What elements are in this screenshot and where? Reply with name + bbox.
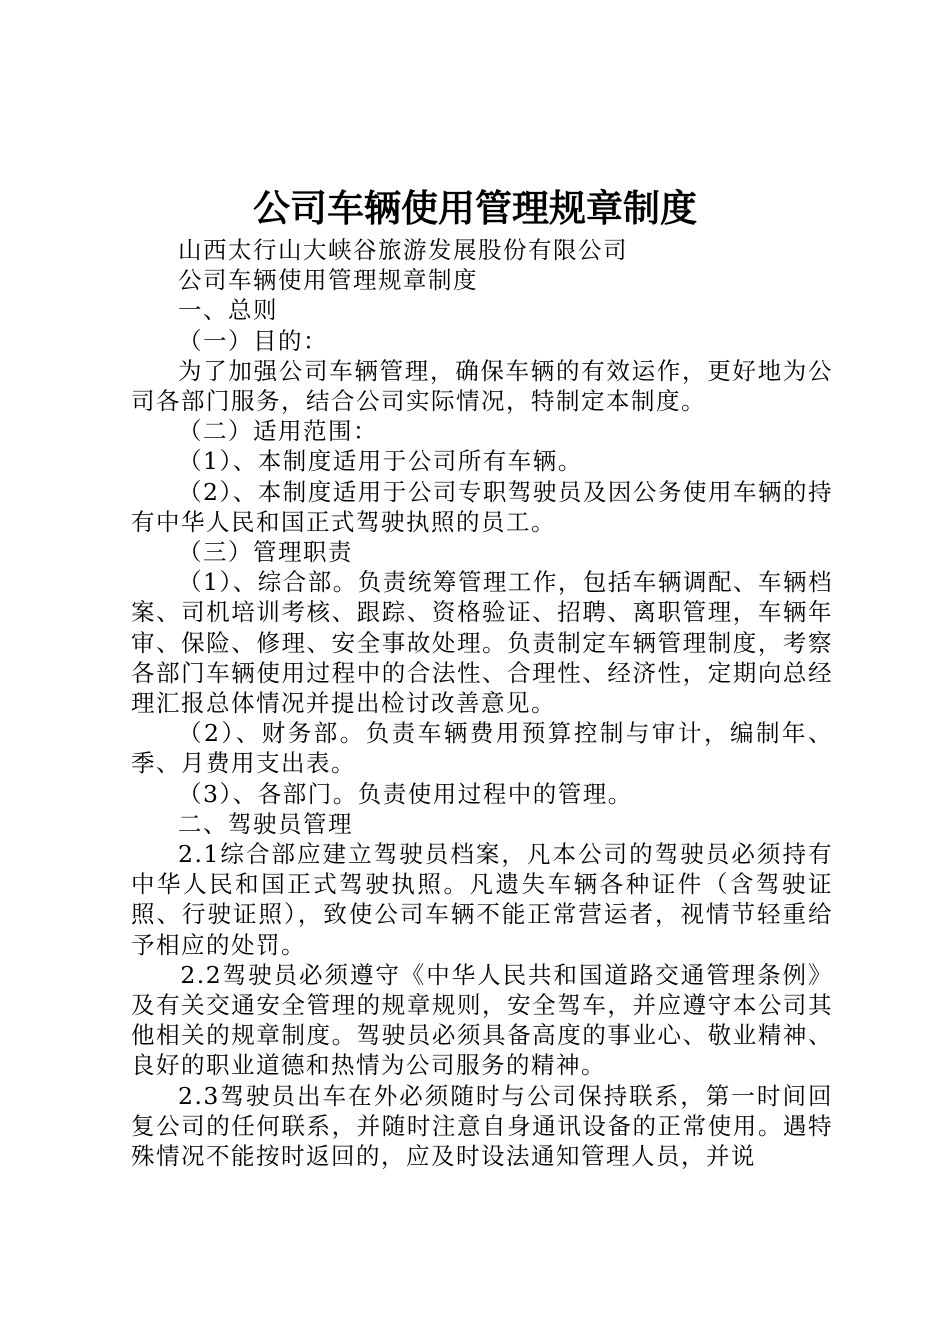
clause-2-3: 2.3驾驶员出车在外必须随时与公司保持联系，第一时间回复公司的任何联系，并随时注意自身通讯设备的正常使用。遇特殊情况不能按时返回的，应及时设法通知管理人员，并说 [131,1081,833,1171]
purpose-paragraph: 为了加强公司车辆管理，确保车辆的有效运作，更好地为公司各部门服务，结合公司实际情况，特制定本制度。 [131,356,833,416]
scope-item-2: （2）、本制度适用于公司专职驾驶员及因公务使用车辆的持有中华人民和国正式驾驶执照的员工。 [131,477,833,536]
responsibility-item-2: （2）、财务部。负责车辆费用预算控制与审计，编制年、季、月费用支出表。 [131,719,833,778]
document-body [131,235,833,1171]
clause-2-2: 2.2驾驶员必须遵守《中华人民共和国道路交通管理条例》及有关交通安全管理的规章规则，安全驾车，并应遵守本公司其他相关的规章制度。驾驶员必须具备高度的事业心、敬业精神、良好的职业道德和热情为公司服务的精神。 [131,960,833,1080]
subsection-heading-purpose: （一）目的： [178,326,328,355]
section-heading-general: 一、总则 [178,296,278,325]
section-heading-driver-management: 二、驾驶员管理 [178,809,353,838]
regulation-name-line: 公司车辆使用管理规章制度 [178,266,478,295]
responsibility-item-1: （1）、综合部。负责统筹管理工作，包括车辆调配、车辆档案、司机培训考核、跟踪、资格验证、招聘、离职管理，车辆年审、保险、修理、安全事故处理。负责制定车辆管理制度，考察各部门车辆使用过程中的合法性、合理性、经济性，定期向总经理汇报总体情况并提出检讨改善意见。 [131,568,833,718]
document-title: 公司车辆使用管理规章制度 [253,186,697,230]
company-name-line: 山西太行山大峡谷旅游发展股份有限公司 [178,236,628,264]
responsibility-item-3: （3）、各部门。负责使用过程中的管理。 [178,779,633,808]
subsection-heading-scope: （二）适用范围： [178,417,378,446]
clause-2-1: 2.1综合部应建立驾驶员档案，凡本公司的驾驶员必须持有中华人民和国正式驾驶执照。凡遗失车辆各种证件（含驾驶证照、行驶证照），致使公司车辆不能正常营运者，视情节轻重给予相应的处罚。 [131,840,833,959]
subsection-heading-responsibilities: （三）管理职责 [178,538,353,567]
scope-item-1: （1）、本制度适用于公司所有车辆。 [178,447,583,476]
